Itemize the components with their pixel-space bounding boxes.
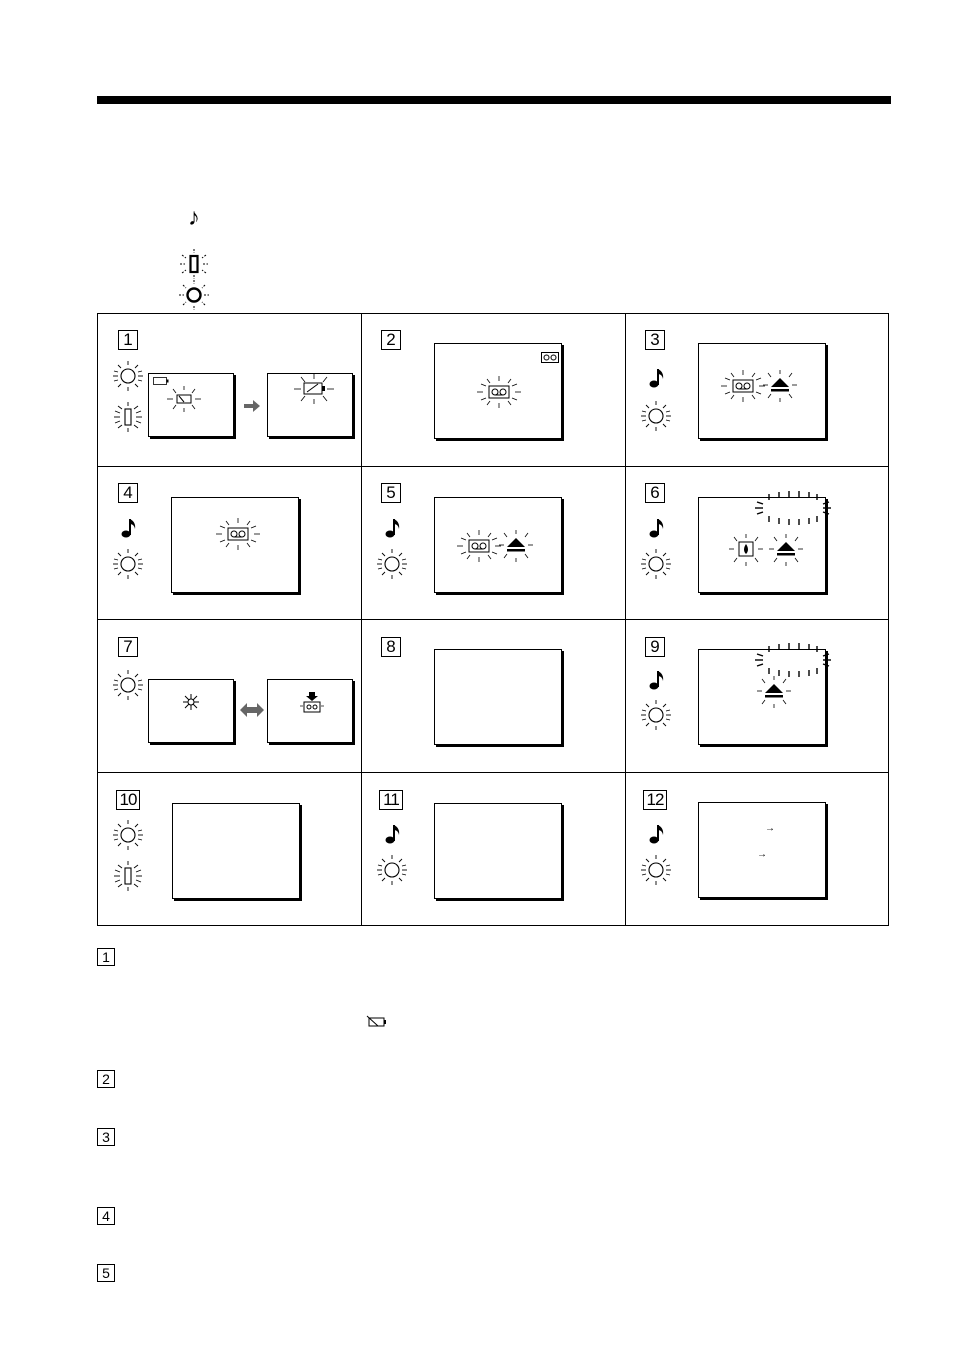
music-note-icon: ♪ bbox=[188, 204, 200, 231]
music-note-icon bbox=[120, 516, 138, 540]
flashing-moisture-icon bbox=[729, 534, 763, 566]
list-number: 3 bbox=[97, 1128, 115, 1146]
viewfinder-screen bbox=[267, 679, 353, 743]
cell-number: 10 bbox=[116, 790, 140, 810]
viewfinder-screen bbox=[267, 373, 353, 437]
flashing-lamp-icon bbox=[641, 700, 671, 730]
flashing-lamp-icon bbox=[113, 361, 143, 391]
cell-number: 6 bbox=[645, 483, 665, 503]
arrow-right-icon bbox=[244, 400, 260, 412]
music-note-icon bbox=[384, 516, 402, 540]
battery-empty-icon bbox=[294, 374, 334, 404]
cell-number: 9 bbox=[645, 637, 665, 657]
music-note-icon bbox=[648, 668, 666, 692]
flashing-eject-icon bbox=[769, 534, 803, 566]
grid-divider bbox=[98, 466, 888, 467]
flashing-battery-lamp-icon bbox=[178, 248, 210, 280]
music-note-icon bbox=[648, 516, 666, 540]
cell-number: 12 bbox=[643, 790, 667, 810]
flashing-battery-lamp-icon bbox=[113, 402, 143, 432]
double-arrow-icon bbox=[240, 703, 264, 717]
flashing-lamp-icon bbox=[377, 855, 407, 885]
cassette-icon bbox=[541, 352, 559, 363]
flashing-lamp-icon bbox=[377, 549, 407, 579]
list-number: 1 bbox=[97, 948, 115, 966]
viewfinder-screen bbox=[434, 497, 562, 593]
flashing-eject-icon bbox=[763, 370, 797, 402]
battery-icon bbox=[153, 377, 169, 386]
flashing-eject-icon bbox=[499, 530, 533, 562]
cell-number: 2 bbox=[381, 330, 401, 350]
flashing-cassette-icon bbox=[477, 376, 521, 408]
flashing-indicator-ring bbox=[755, 491, 831, 525]
viewfinder-screen bbox=[434, 343, 562, 439]
viewfinder-screen bbox=[148, 679, 234, 743]
viewfinder-screen bbox=[148, 373, 234, 437]
battery-empty-icon bbox=[167, 386, 201, 412]
music-note-icon bbox=[648, 366, 666, 390]
flashing-lamp-icon bbox=[178, 280, 210, 310]
heading-rule bbox=[97, 96, 891, 104]
grid-divider bbox=[98, 772, 888, 773]
flashing-battery-lamp-icon bbox=[113, 861, 143, 891]
music-note-icon bbox=[384, 822, 402, 846]
grid-divider bbox=[98, 619, 888, 620]
viewfinder-screen bbox=[698, 343, 826, 439]
viewfinder-screen bbox=[698, 802, 826, 898]
cell-number: 4 bbox=[118, 483, 138, 503]
viewfinder-screen bbox=[434, 649, 562, 745]
sparkle-icon bbox=[183, 694, 199, 710]
cell-number: 7 bbox=[118, 637, 138, 657]
flashing-lamp-icon bbox=[641, 401, 671, 431]
flashing-cassette-icon bbox=[457, 530, 501, 562]
battery-empty-icon bbox=[366, 1015, 388, 1029]
flashing-cassette-icon bbox=[216, 518, 260, 550]
flashing-eject-icon bbox=[757, 676, 791, 708]
flashing-lamp-icon bbox=[641, 549, 671, 579]
flashing-lamp-icon bbox=[113, 549, 143, 579]
flashing-indicator-ring bbox=[755, 643, 831, 677]
flashing-lamp-icon bbox=[641, 855, 671, 885]
cell-number: 1 bbox=[118, 330, 138, 350]
flashing-cassette-icon bbox=[721, 370, 765, 402]
viewfinder-screen bbox=[172, 803, 300, 899]
list-number: 4 bbox=[97, 1207, 115, 1225]
arrow-text: → bbox=[757, 849, 767, 860]
flashing-lamp-icon bbox=[113, 670, 143, 700]
flashing-lamp-icon bbox=[113, 820, 143, 850]
cell-number: 11 bbox=[379, 790, 403, 810]
cell-number: 5 bbox=[381, 483, 401, 503]
cell-number: 3 bbox=[645, 330, 665, 350]
cell-number: 8 bbox=[381, 637, 401, 657]
list-number: 2 bbox=[97, 1070, 115, 1088]
arrow-text: → bbox=[765, 823, 775, 834]
cassette-record-icon bbox=[300, 692, 324, 714]
list-number: 5 bbox=[97, 1264, 115, 1282]
viewfinder-screen bbox=[171, 497, 299, 593]
viewfinder-screen bbox=[434, 803, 562, 899]
music-note-icon bbox=[648, 822, 666, 846]
